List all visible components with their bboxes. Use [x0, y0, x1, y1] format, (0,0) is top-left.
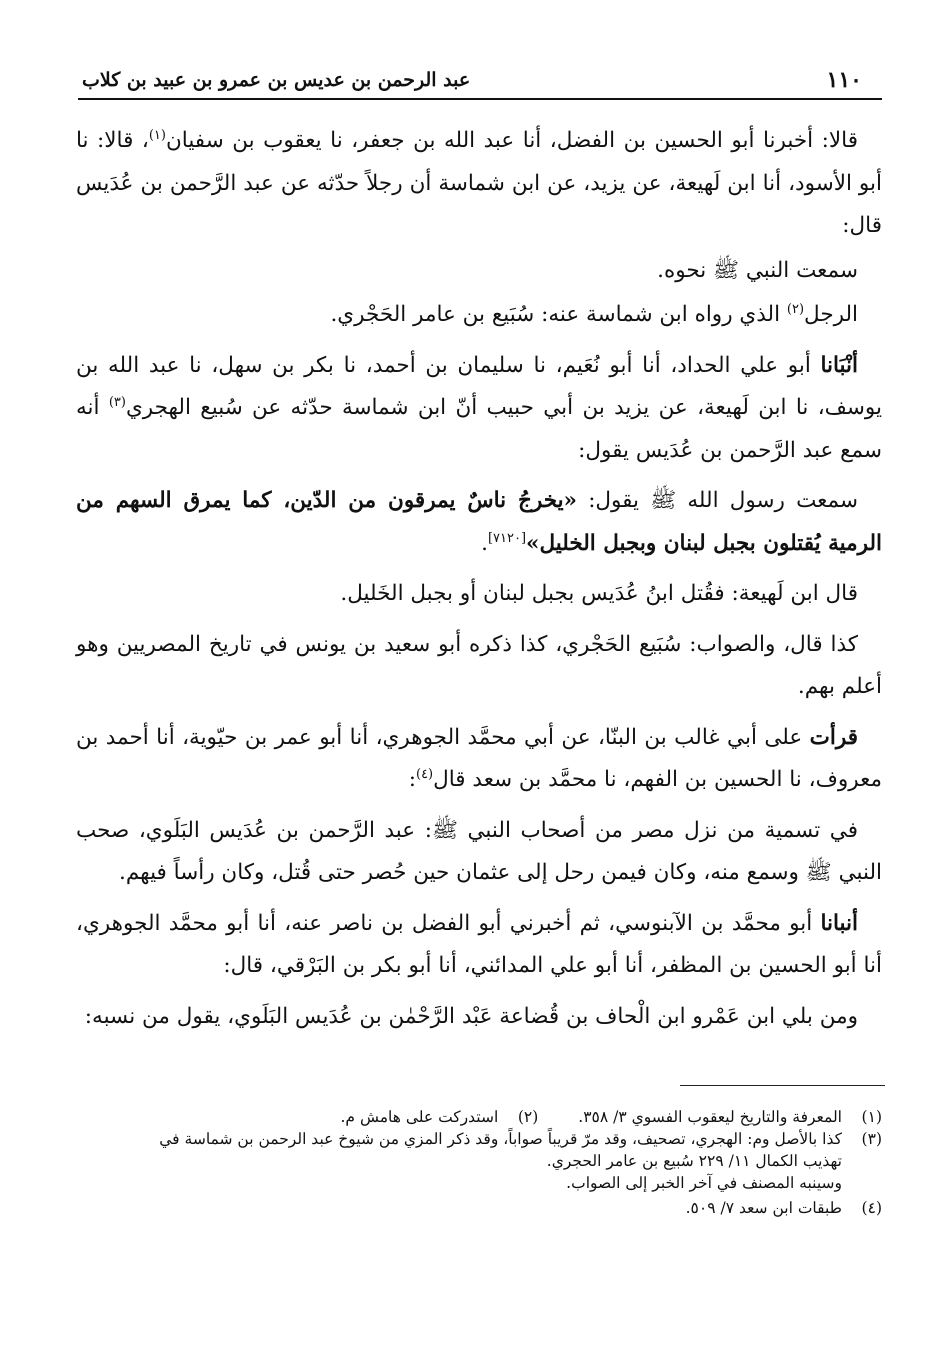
paragraph-2	[76, 250, 882, 293]
running-title: عبد الرحمن بن عديس بن عمرو بن عبيد بن كلاب	[82, 69, 471, 91]
main-text	[76, 120, 882, 1046]
footnote-number: (٢)	[517, 1108, 539, 1126]
paragraph-text: قال ابن لَهيعة: فقُتل ابنُ عُدَيس بجبل لبنان أو بجبل الخَليل.	[340, 581, 858, 606]
paragraph-3	[76, 294, 882, 337]
paragraph-tail: ، قالا: نا أبو الأسود، أنا ابن لَهيعة، عن يزيد، عن ابن شماسة أن رجلاً حدّثه عن عبد الرَّحمن بن عُدَيس قال:	[76, 128, 882, 238]
paragraph-text: على أبي غالب بن البنّا، عن أبي محمَّد الجوهري، أنا أبو عمر بن حيّوية، أنا أحمد بن معروف، نا الحسين بن الفهم، نا محمَّد بن سعد قال	[76, 724, 882, 792]
paragraph-9	[76, 810, 882, 895]
footnote-marker: (١)	[148, 127, 166, 143]
paragraph-tail: الذي رواه ابن شماسة عنه: سُبَيع بن عامر الحَجْري.	[330, 302, 787, 327]
paragraph-text: في تسمية من نزل مصر من أصحاب النبي ﷺ: عبد الرَّحمن بن عُدَيس البَلَوي، صحب النبي ﷺ وسمع منه، وكان فيمن رحل إلى عثمان حين حُصر حتى قُتل، وكان رأساً فيهم.	[76, 817, 882, 885]
paragraph-6	[76, 573, 882, 616]
footnote-line: تهذيب الكمال ١١/ ٢٢٩ سُبيع بن عامر الحجري.	[546, 1152, 842, 1170]
paragraph-text: قالا: أخبرنا أبو الحسين بن الفضل، أنا عبد الله بن جعفر، نا يعقوب بن سفيان	[165, 128, 858, 153]
paragraph-8	[76, 717, 882, 802]
footnote-row-1	[80, 1106, 882, 1128]
paragraph-tail: .	[481, 530, 488, 556]
paragraph-tail: أنه سمع عبد الرَّحمن بن عُدَيس يقول:	[76, 395, 882, 463]
hadith-number: [٧١٢٠]	[487, 530, 527, 546]
footnote-number: (٣)	[861, 1130, 882, 1148]
paragraph-1	[76, 120, 882, 248]
footnote-marker: (٤)	[415, 766, 434, 782]
footnote-separator	[680, 1085, 885, 1086]
footnote-marker: (٣)	[108, 394, 126, 410]
paragraph-text: سمعت النبي ﷺ نحوه.	[657, 257, 858, 283]
footnote-text: استدركت على هامش م.	[340, 1108, 499, 1126]
paragraph-5	[76, 480, 882, 565]
paragraph-text: سمعت رسول الله ﷺ يقول:	[577, 488, 858, 513]
footnote-number: (٤)	[861, 1199, 882, 1217]
paragraph-lead-word: أنبانا	[820, 910, 858, 936]
paragraph-text: الرجل	[804, 302, 858, 327]
footnotes	[80, 1106, 882, 1222]
footnote-line: وسينبه المصنف في آخر الخبر إلى الصواب.	[566, 1174, 842, 1192]
footnote-1	[578, 1106, 882, 1128]
footnote-3	[80, 1128, 882, 1194]
running-header	[78, 62, 882, 100]
footnote-marker: (٢)	[786, 301, 805, 317]
footnote-text: المعرفة والتاريخ ليعقوب الفسوي ٣/ ٣٥٨.	[578, 1108, 842, 1126]
paragraph-lead-word: أنْبَانا	[820, 352, 858, 378]
paragraph-7	[76, 624, 882, 709]
paragraph-text: أبو محمَّد بن الآبنوسي، ثم أخبرني أبو الفضل بن ناصر عنه، أنا أبو محمَّد الجوهري، أنا أبو الحسين بن المظفر، أنا أبو علي المدائني، أنا أبو بكر بن البَرْقي، قال:	[76, 910, 882, 978]
footnote-body	[80, 1128, 842, 1194]
footnote-text: طبقات ابن سعد ٧/ ٥٠٩.	[685, 1199, 842, 1217]
paragraph-tail: :	[408, 767, 416, 792]
paragraph-10	[76, 903, 882, 988]
hadith-quote: «يخرجُ ناسٌ يمرقون من الدّين، كما يمرق السهم من الرمية يُقتلون بجبل لبنان وبجبل الخليل»	[76, 488, 882, 556]
footnote-number: (١)	[861, 1108, 882, 1126]
paragraph-text: كذا قال، والصواب: سُبَيع الحَجْري، كذا ذكره أبو سعيد بن يونس في تاريخ المصريين وهو أعلم بهم.	[76, 631, 882, 699]
paragraph-text: أبو علي الحداد، أنا أبو نُعَيم، نا سليمان بن أحمد، نا بكر بن سهل، نا عبد الله بن يوسف، نا ابن لَهيعة، عن يزيد بن أبي حبيب أنّ ابن شماسة حدّثه عن سُبيع الهجري	[76, 352, 882, 420]
paragraph-4	[76, 345, 882, 473]
paragraph-text: ومن بلي ابن عَمْرو ابن الْحاف بن قُضاعة عَبْد الرَّحْمٰن بن عُدَيس البَلَوي، يقول من نسبه:	[84, 1003, 858, 1029]
page-number: ١١٠	[826, 67, 862, 93]
paragraph-11	[76, 996, 882, 1039]
footnote-4	[80, 1197, 882, 1219]
paragraph-lead-word: قرأت	[809, 724, 858, 750]
footnote-2	[341, 1106, 539, 1128]
footnote-line: كذا بالأصل وم: الهجري، تصحيف، وقد مرّ قريباً صواباً، وقد ذكر المزي من شيوخ عبد الرحمن بن شماسة في	[159, 1130, 842, 1148]
